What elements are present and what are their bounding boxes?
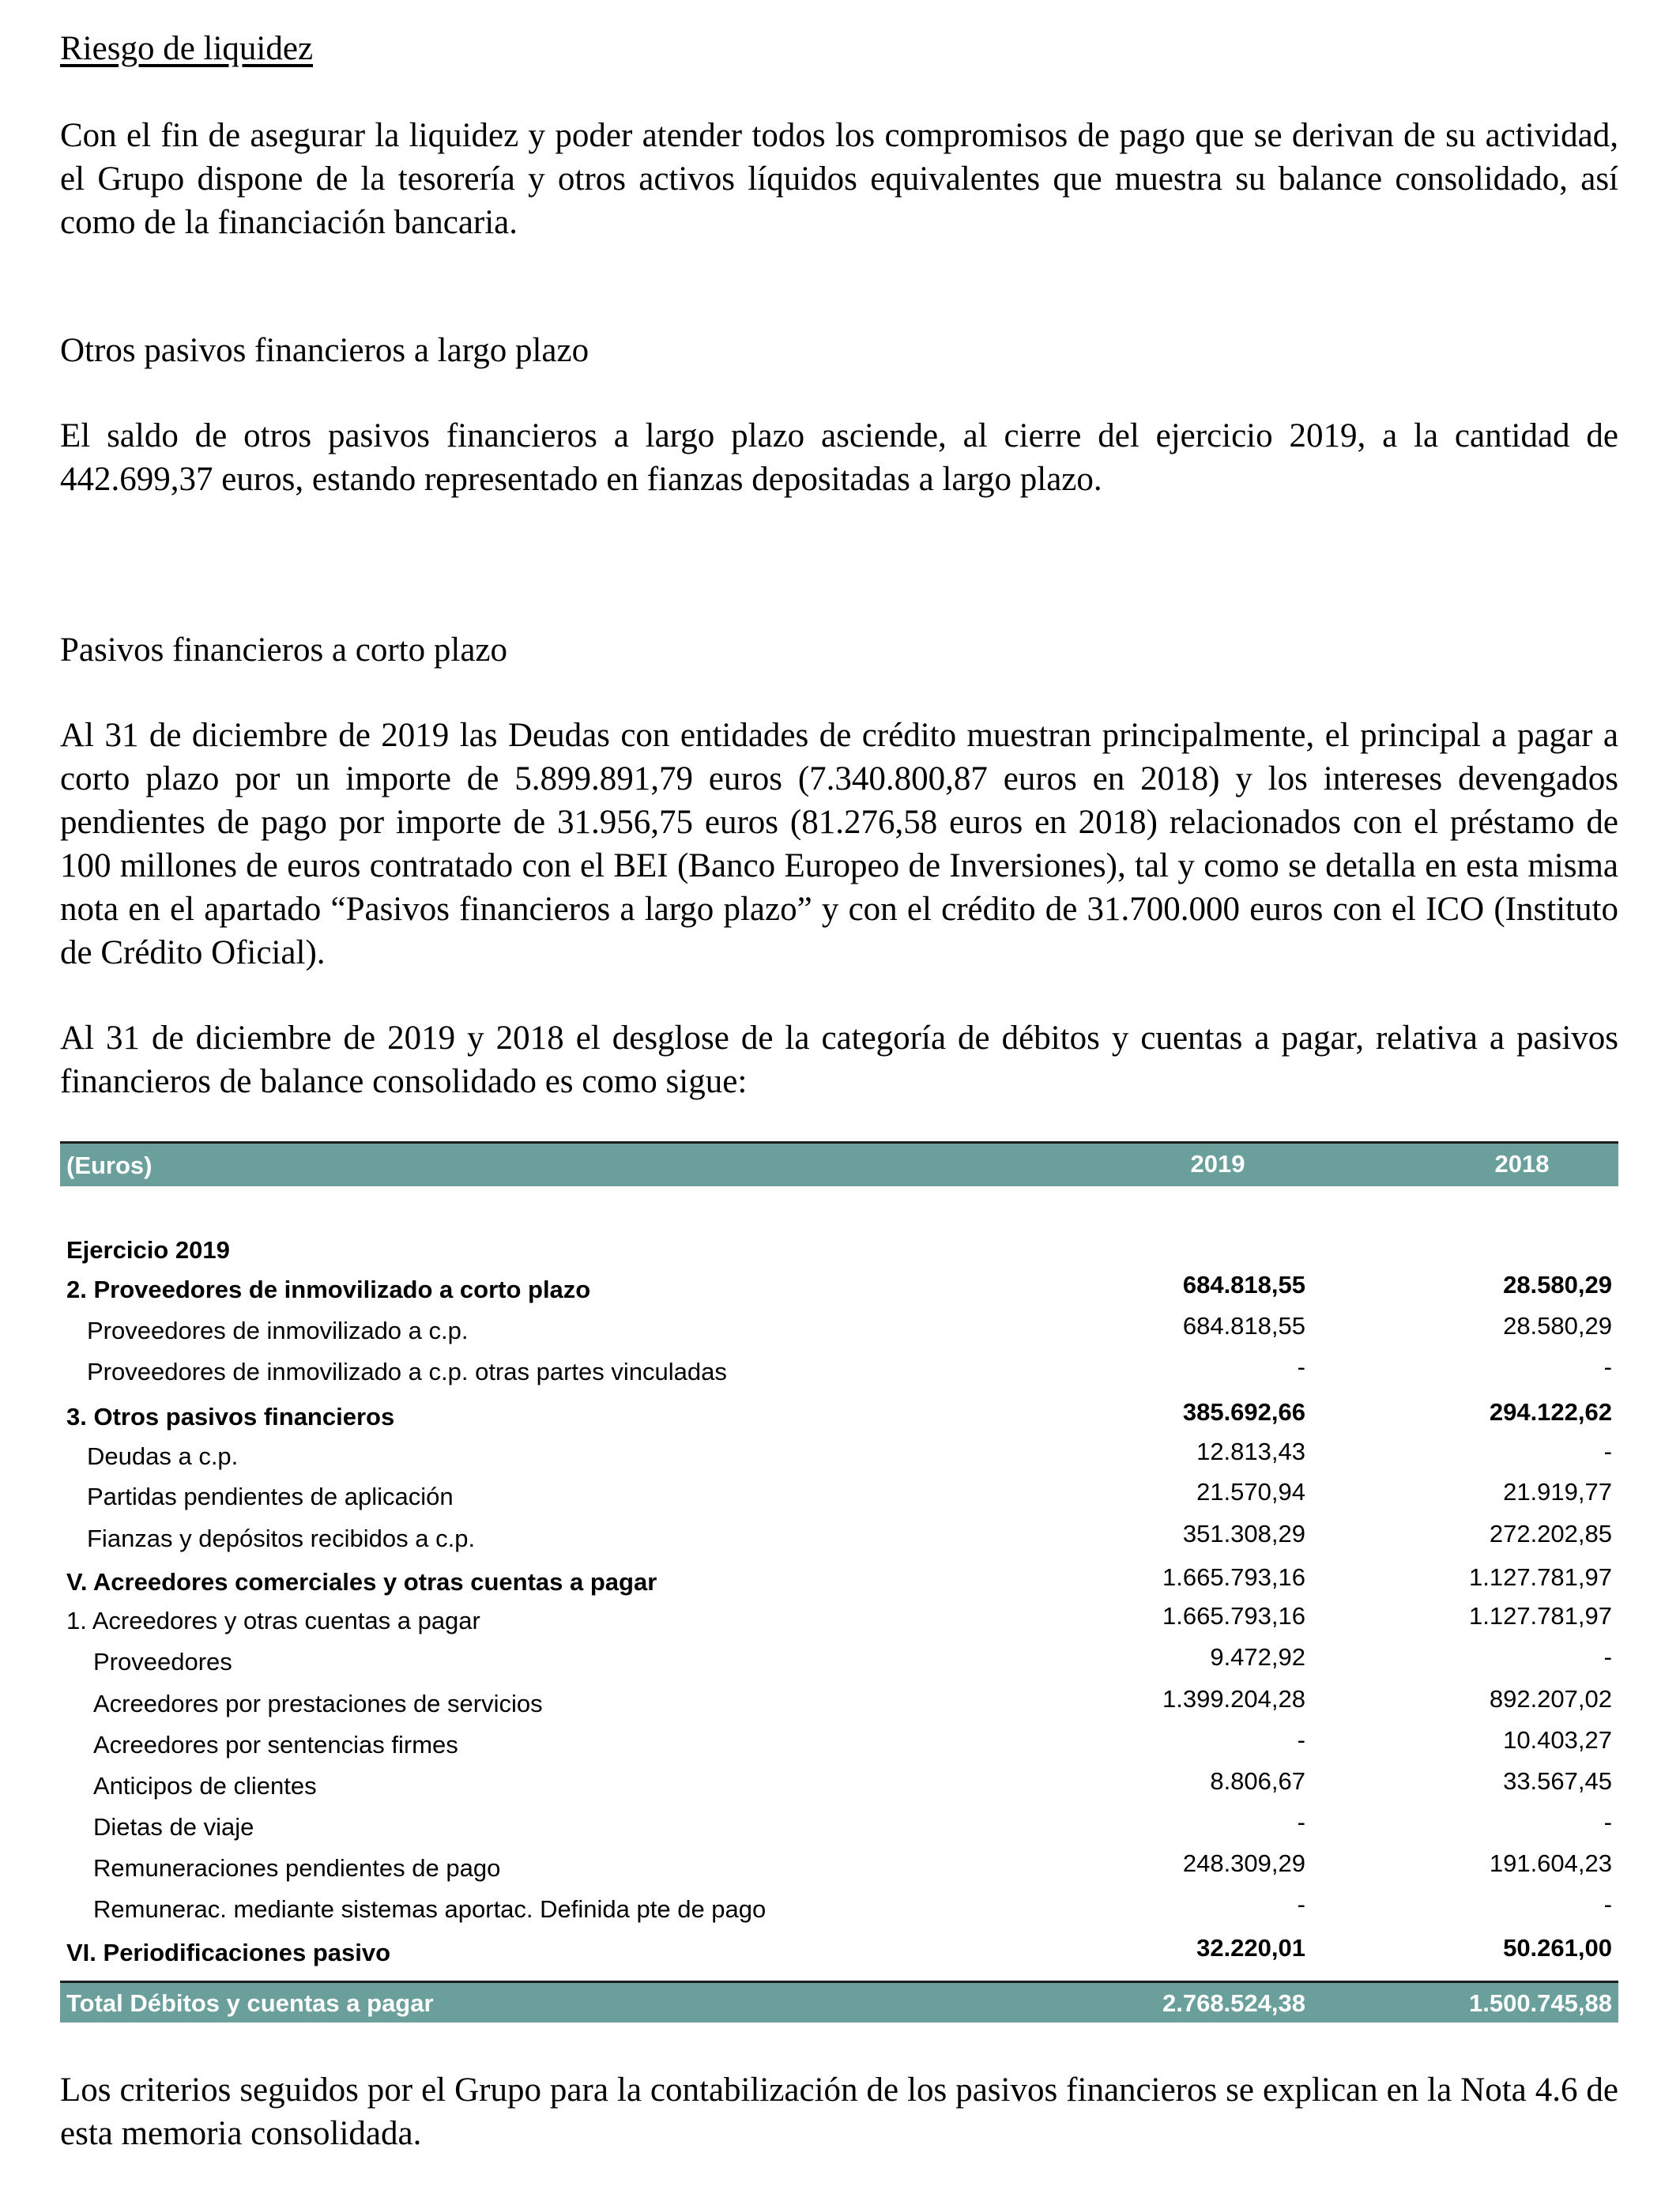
row-value-2018: 50.261,00 — [1503, 1934, 1612, 1962]
row-value-2019: 8.806,67 — [1210, 1767, 1305, 1795]
row-label: VI. Periodificaciones pasivo — [66, 1939, 391, 1966]
total-value-2019: 2.768.524,38 — [1162, 1989, 1305, 2017]
table-header-2018: 2018 — [1494, 1150, 1550, 1178]
row-value-2018: 21.919,77 — [1503, 1478, 1612, 1506]
row-value-2018: 1.127.781,97 — [1468, 1602, 1612, 1630]
table-row — [60, 1520, 1618, 1556]
row-value-2018: 28.580,29 — [1503, 1312, 1612, 1340]
table-row — [60, 1643, 1618, 1679]
row-value-2019: - — [1297, 1891, 1305, 1918]
table-row — [60, 1726, 1618, 1762]
row-value-2018: - — [1603, 1891, 1612, 1918]
table-row — [60, 1478, 1618, 1514]
row-value-2019: 1.665.793,16 — [1162, 1563, 1305, 1591]
row-value-2018: 892.207,02 — [1489, 1685, 1612, 1713]
row-value-2019: - — [1297, 1726, 1305, 1754]
table-row — [60, 1602, 1618, 1638]
row-label: Remunerac. mediante sistemas aportac. Definida pte de pago — [93, 1895, 767, 1923]
row-value-2018: 294.122,62 — [1489, 1398, 1612, 1426]
table-row — [60, 1563, 1618, 1600]
row-value-2019: 248.309,29 — [1182, 1849, 1305, 1877]
table-row — [60, 1934, 1618, 1970]
total-value-2018: 1.500.745,88 — [1468, 1989, 1612, 2017]
row-label: Acreedores por prestaciones de servicios — [93, 1690, 543, 1717]
row-label: Proveedores — [93, 1648, 232, 1676]
row-value-2018: 10.403,27 — [1503, 1726, 1612, 1754]
riesgo-liquidez-heading: Riesgo de liquidez — [60, 30, 314, 67]
table-header-unit: (Euros) — [66, 1152, 153, 1179]
row-label: Proveedores de inmovilizado a c.p. otras partes vinculadas — [87, 1358, 727, 1385]
row-value-2018: 191.604,23 — [1489, 1849, 1612, 1877]
row-value-2019: 1.665.793,16 — [1162, 1602, 1305, 1630]
table-row — [60, 1438, 1618, 1474]
table-row — [60, 1353, 1618, 1389]
row-value-2018: 1.127.781,97 — [1468, 1563, 1612, 1591]
table-row — [60, 1685, 1618, 1721]
table-header — [60, 1141, 1618, 1186]
row-label: 3. Otros pasivos financieros — [66, 1403, 395, 1431]
total-label: Total Débitos y cuentas a pagar — [66, 1989, 434, 2017]
table-row — [60, 1808, 1618, 1845]
table-total-row — [60, 1981, 1618, 2022]
row-label: Dietas de viaje — [93, 1813, 254, 1841]
closing-paragraph: Los criterios seguidos por el Grupo para la contabilización de los pasivos financieros se explican en la Nota 4.6 de esta memoria consolidada. — [60, 2071, 1618, 2152]
pasivos-cp-heading: Pasivos financieros a corto plazo — [60, 631, 507, 669]
otros-pasivos-lp-paragraph: El saldo de otros pasivos financieros a largo plazo asciende, al cierre del ejercicio 2019, a la cantidad de 442.699,37 euros, estando representado en fianzas depositadas a largo plazo. — [60, 417, 1618, 498]
row-value-2019: - — [1297, 1808, 1305, 1836]
row-label: 2. Proveedores de inmovilizado a corto plazo — [66, 1276, 591, 1303]
row-value-2019: 32.220,01 — [1196, 1934, 1305, 1962]
row-value-2018: - — [1603, 1438, 1612, 1465]
table-row — [60, 1891, 1618, 1927]
row-value-2019: 9.472,92 — [1210, 1643, 1305, 1671]
table-row — [60, 1236, 1618, 1268]
table-row — [60, 1849, 1618, 1886]
pasivos-cp-paragraph-2: Al 31 de diciembre de 2019 y 2018 el desglose de la categoría de débitos y cuentas a pagar, relativa a pasivos financieros de balance consolidado es como sigue: — [60, 1020, 1618, 1100]
table-header-2019: 2019 — [1190, 1150, 1245, 1178]
row-label: Proveedores de inmovilizado a c.p. — [87, 1317, 469, 1344]
row-value-2019: 351.308,29 — [1182, 1520, 1305, 1547]
debitos-cuentas-pagar-table — [60, 1141, 1618, 1186]
table-row — [60, 1767, 1618, 1804]
row-value-2019: 684.818,55 — [1182, 1312, 1305, 1340]
row-label: Fianzas y depósitos recibidos a c.p. — [87, 1525, 476, 1552]
row-value-2018: 28.580,29 — [1503, 1271, 1612, 1299]
row-value-2019: - — [1297, 1353, 1305, 1381]
row-value-2019: 12.813,43 — [1196, 1438, 1305, 1465]
row-value-2018: 272.202,85 — [1489, 1520, 1612, 1547]
row-value-2018: - — [1603, 1353, 1612, 1381]
row-label: 1. Acreedores y otras cuentas a pagar — [66, 1607, 480, 1634]
row-value-2018: - — [1603, 1643, 1612, 1671]
row-value-2018: - — [1603, 1808, 1612, 1836]
row-label: Remuneraciones pendientes de pago — [93, 1854, 501, 1882]
row-value-2019: 684.818,55 — [1182, 1271, 1305, 1299]
table-row — [60, 1312, 1618, 1348]
table-row — [60, 1271, 1618, 1307]
row-label: V. Acreedores comerciales y otras cuentas a pagar — [66, 1568, 657, 1596]
row-label: Deudas a c.p. — [87, 1442, 239, 1470]
row-label: Acreedores por sentencias firmes — [93, 1731, 458, 1759]
row-value-2019: 21.570,94 — [1196, 1478, 1305, 1506]
row-value-2018: 33.567,45 — [1503, 1767, 1612, 1795]
row-value-2019: 1.399.204,28 — [1162, 1685, 1305, 1713]
row-label: Anticipos de clientes — [93, 1772, 317, 1800]
riesgo-liquidez-paragraph: Con el fin de asegurar la liquidez y poder atender todos los compromisos de pago que se derivan de su actividad, el Grupo dispone de la tesorería y otros activos líquidos equivalentes que muestra su balance consolidado, así como de la financiación bancaria. — [60, 117, 1618, 241]
row-label: Ejercicio 2019 — [66, 1236, 230, 1264]
otros-pasivos-lp-heading: Otros pasivos financieros a largo plazo — [60, 332, 590, 369]
table-row — [60, 1398, 1618, 1434]
pasivos-cp-paragraph-1: Al 31 de diciembre de 2019 las Deudas con entidades de crédito muestran principalmente, el principal a pagar a corto plazo por un importe de 5.899.891,79 euros (7.340.800,87 euros en 2018) y los intereses devengados pendientes de pago por importe de 31.956,75 euros (81.276,58 euros en 2018) relacionados con el préstamo de 100 millones de euros contratado con el BEI (Banco Europeo de Inversiones), tal y como se detalla en esta misma nota en el apartado “Pasivos financieros a largo plazo” y con el crédito de 31.700.000 euros con el ICO (Instituto de Crédito Oficial). — [60, 717, 1618, 971]
row-value-2019: 385.692,66 — [1182, 1398, 1305, 1426]
row-label: Partidas pendientes de aplicación — [87, 1483, 454, 1510]
